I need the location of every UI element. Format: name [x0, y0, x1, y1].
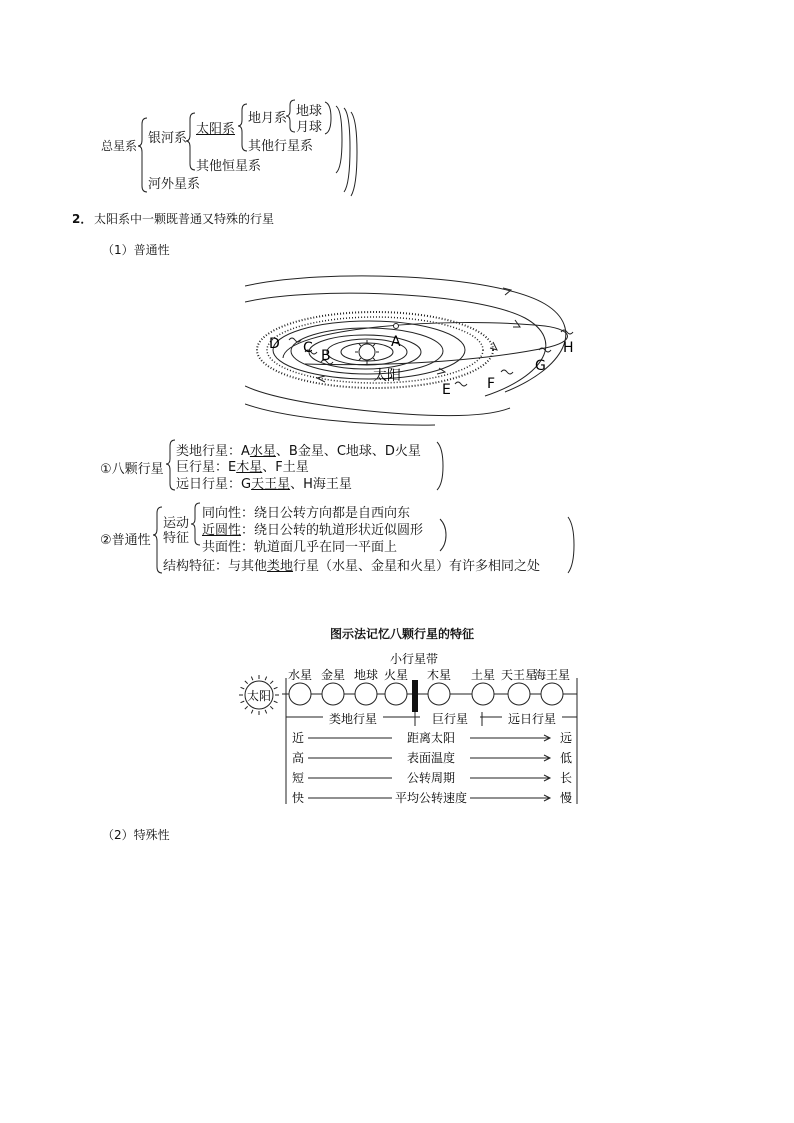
- subsection-special: （2）特殊性: [102, 828, 170, 842]
- sun-label: 太阳: [373, 368, 401, 384]
- planet-name: 土星: [470, 668, 496, 682]
- row-right: 慢: [559, 791, 573, 805]
- label-D: D: [269, 336, 280, 352]
- terrestrial-planets-line: 类地行星：A水星、B金星、C地球、D火星: [176, 444, 421, 459]
- group-label: 巨行星: [431, 712, 469, 726]
- label-E: E: [442, 382, 451, 398]
- root-label: 总星系: [101, 139, 138, 153]
- planet-features-chart: [232, 648, 582, 808]
- planet-circle: [322, 683, 344, 705]
- earth-label: 地球: [296, 104, 323, 119]
- near-circular-line: 近圆性：绕日公转的轨道形状近似圆形: [202, 523, 424, 538]
- row-right: 长: [559, 771, 573, 785]
- group-label: 类地行星: [328, 712, 378, 726]
- planet-name: 木星: [426, 668, 452, 682]
- eight-planets-braces: [0, 430, 794, 500]
- row-label: 距离太阳: [406, 731, 456, 745]
- eight-planets-title: ①八颗行星: [100, 462, 164, 477]
- label-C: C: [303, 340, 313, 356]
- galaxy-label: 银河系: [148, 131, 188, 146]
- planet-circle: [428, 683, 450, 705]
- planet-circle: [472, 683, 494, 705]
- motion-label-1: 运动: [163, 516, 190, 531]
- chart-sun-label: 太阳: [246, 689, 272, 703]
- planet-name: 海王星: [533, 668, 571, 682]
- group-label: 远日行星: [507, 712, 557, 726]
- motion-label-2: 特征: [163, 531, 190, 546]
- planet-circle: [541, 683, 563, 705]
- subsection-commonality: （1）普通性: [102, 243, 170, 257]
- row-left: 快: [291, 791, 305, 805]
- row-left: 短: [291, 771, 305, 785]
- label-G: G: [535, 358, 546, 374]
- section-2-number: 2．: [72, 212, 93, 226]
- planet-name: 金星: [320, 668, 346, 682]
- row-label: 平均公转速度: [394, 791, 468, 805]
- earth-moon-label: 地月系: [248, 111, 288, 126]
- label-A: A: [391, 334, 401, 350]
- row-right: 低: [559, 751, 573, 765]
- same-direction-line: 同向性：绕日公转方向都是自西向东: [202, 506, 411, 521]
- coplanar-line: 共面性：轨道面几乎在同一平面上: [202, 540, 398, 555]
- label-H: H: [563, 340, 574, 356]
- far-planets-line: 远日行星：G天王星、H海王星: [176, 477, 352, 492]
- row-right: 远: [559, 731, 573, 745]
- planet-name: 火星: [383, 668, 409, 682]
- planet-circle: [385, 683, 407, 705]
- other-stars-label: 其他恒星系: [196, 159, 262, 174]
- giant-planets-line: 巨行星：E木星、F土星: [176, 460, 309, 475]
- memory-chart-title: 图示法记忆八颗行星的特征: [330, 627, 475, 641]
- planet-name: 天王星: [500, 668, 538, 682]
- moon-label: 月球: [296, 120, 323, 135]
- other-planets-label: 其他行星系: [248, 139, 314, 154]
- solar-system-label: 太阳系: [196, 122, 236, 137]
- asteroid-belt-label: 小行星带: [389, 652, 439, 666]
- row-label: 表面温度: [406, 751, 456, 765]
- solar-system-orbit-diagram: [245, 268, 590, 428]
- hierarchy-braces: [0, 0, 794, 210]
- row-label: 公转周期: [406, 771, 456, 785]
- label-F: F: [487, 376, 496, 392]
- planet-circle: [508, 683, 530, 705]
- structure-line: 结构特征：与其他类地行星（水星、金星和火星）有许多相同之处: [163, 559, 541, 574]
- extragalactic-label: 河外星系: [148, 177, 201, 192]
- row-left: 近: [291, 731, 305, 745]
- planet-name: 水星: [287, 668, 313, 682]
- section-2-heading: 太阳系中一颗既普通又特殊的行星: [94, 212, 275, 226]
- row-left: 高: [291, 751, 305, 765]
- planet-circle: [355, 683, 377, 705]
- planet-circle: [289, 683, 311, 705]
- commonality-braces: [0, 495, 794, 580]
- label-B: B: [321, 348, 331, 364]
- asteroid-belt-bar: [412, 680, 418, 712]
- commonality-title: ②普通性: [100, 533, 151, 548]
- planet-name: 地球: [353, 668, 379, 682]
